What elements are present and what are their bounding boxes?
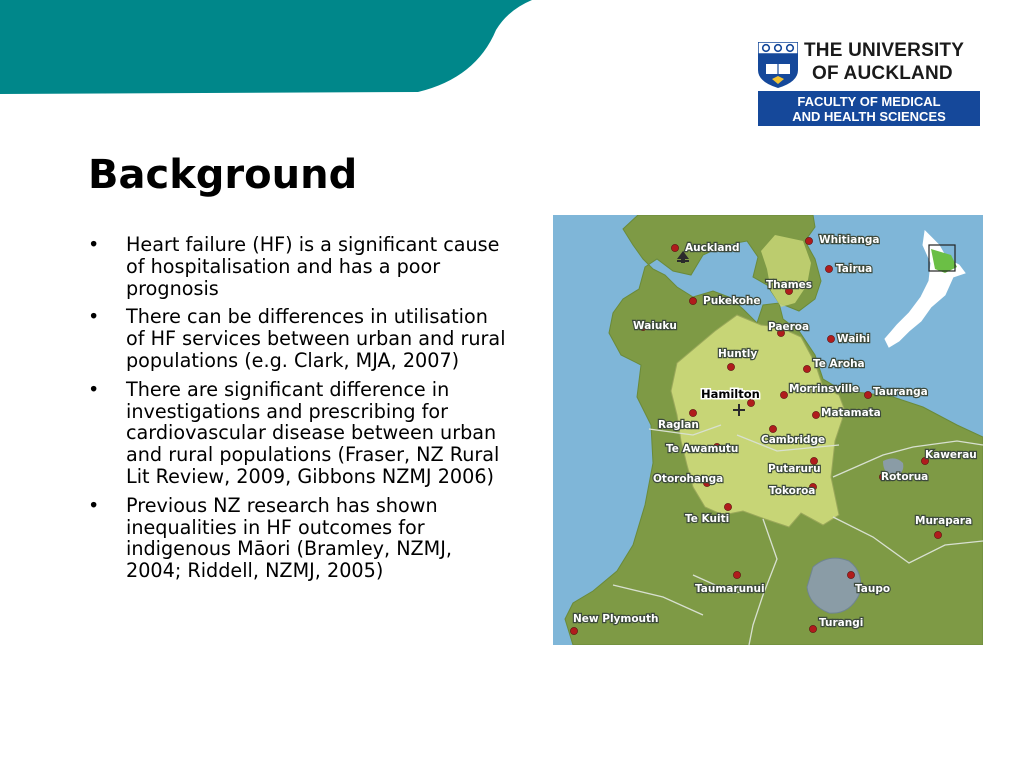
town-label: Huntly [718,348,758,360]
town-tokoroa [769,483,817,497]
town-label: Tairua [836,263,873,275]
waikato-region-map [553,215,983,645]
town-label: Te Aroha [813,358,865,370]
town-marker-icon [934,531,941,538]
town-label: Thames [766,279,813,291]
map-image [553,215,983,645]
bullet-item [88,234,508,299]
town-marker-icon [689,409,696,416]
town-label: Raglan [658,419,699,431]
town-marker-icon [689,297,696,304]
town-label: Tokoroa [769,485,816,497]
page-title: Background [88,152,358,198]
town-marker-icon [847,571,854,578]
bullet-item [88,495,508,582]
town-waiuku [633,320,677,332]
town-label: Otorohanga [653,473,724,485]
town-label: Cambridge [761,434,826,446]
bullet-marker: • [88,493,100,517]
town-label: Turangi [819,617,864,629]
bullet-text: There can be differences in utilisation of HF services between urban and rural populations (e.g. Clark, MJA, 2007) [126,305,506,372]
town-label: Whitianga [819,234,880,246]
town-label: Waiuku [633,320,677,332]
logo-line-1: THE UNIVERSITY [804,40,965,61]
logo-line-2: OF AUCKLAND [812,63,953,84]
town-marker-icon [733,571,740,578]
town-marker-icon [671,244,678,251]
town-label: Kawerau [925,449,977,461]
bullet-item [88,306,508,371]
faculty-line-1: FACULTY OF MEDICAL [797,94,941,109]
town-otorohanga [653,473,723,487]
town-marker-icon [769,425,776,432]
bullet-text: Heart failure (HF) is a significant cause of hospitalisation and has a poor prognosis [126,233,500,300]
town-tauranga [864,386,927,399]
town-marker-icon [803,365,810,372]
town-label: Auckland [685,242,740,254]
town-label: Te Awamutu [666,443,739,455]
town-marker-icon [724,503,731,510]
town-marker-icon [827,335,834,342]
bullet-item [88,379,508,488]
town-label: Hamilton [701,387,760,401]
town-marker-icon [809,625,816,632]
town-label: Putaruru [768,463,821,475]
bullet-marker: • [88,377,100,401]
town-label: Pukekohe [703,295,761,307]
faculty-line-2: AND HEALTH SCIENCES [792,109,946,124]
town-label: Paeroa [768,321,810,333]
town-rotorua [879,471,928,483]
town-label: Tauranga [873,386,928,398]
town-marker-icon [805,237,812,244]
bullet-marker: • [88,233,100,256]
town-marker-icon [780,391,787,398]
town-marker-icon [727,363,734,370]
bullet-marker: • [88,305,100,329]
town-marker-icon [812,411,819,418]
university-logo[interactable] [758,40,980,126]
town-matamata [812,407,880,419]
town-marker-icon [570,627,577,634]
town-label: New Plymouth [573,613,659,625]
town-label: Rotorua [881,471,929,483]
faculty-banner [758,91,980,126]
bullet-text: There are significant difference in investigations and prescribing for cardiovascular disease between urban and rural populations (Fraser, NZ Rural Lit Review, 2009, Gibbons NZMJ 2006) [126,377,500,488]
bullet-list [88,234,508,589]
town-marker-icon [864,391,871,398]
town-label: Waihi [837,333,870,345]
town-label: Matamata [821,407,881,419]
town-label: Murapara [915,515,973,527]
town-label: Taumarunui [695,583,765,595]
header-decoration [0,0,540,94]
town-label: Taupo [855,583,891,595]
town-label: Morrinsville [789,383,860,395]
town-label: Te Kuiti [685,513,730,525]
bullet-text: Previous NZ research has shown inequalities in HF outcomes for indigenous Māori (Bramley, NZMJ, 2004; Riddell, NZMJ, 2005) [126,493,453,583]
crest-icon [758,42,798,88]
town-te-awamutu [666,443,738,455]
town-marker-icon [825,265,832,272]
